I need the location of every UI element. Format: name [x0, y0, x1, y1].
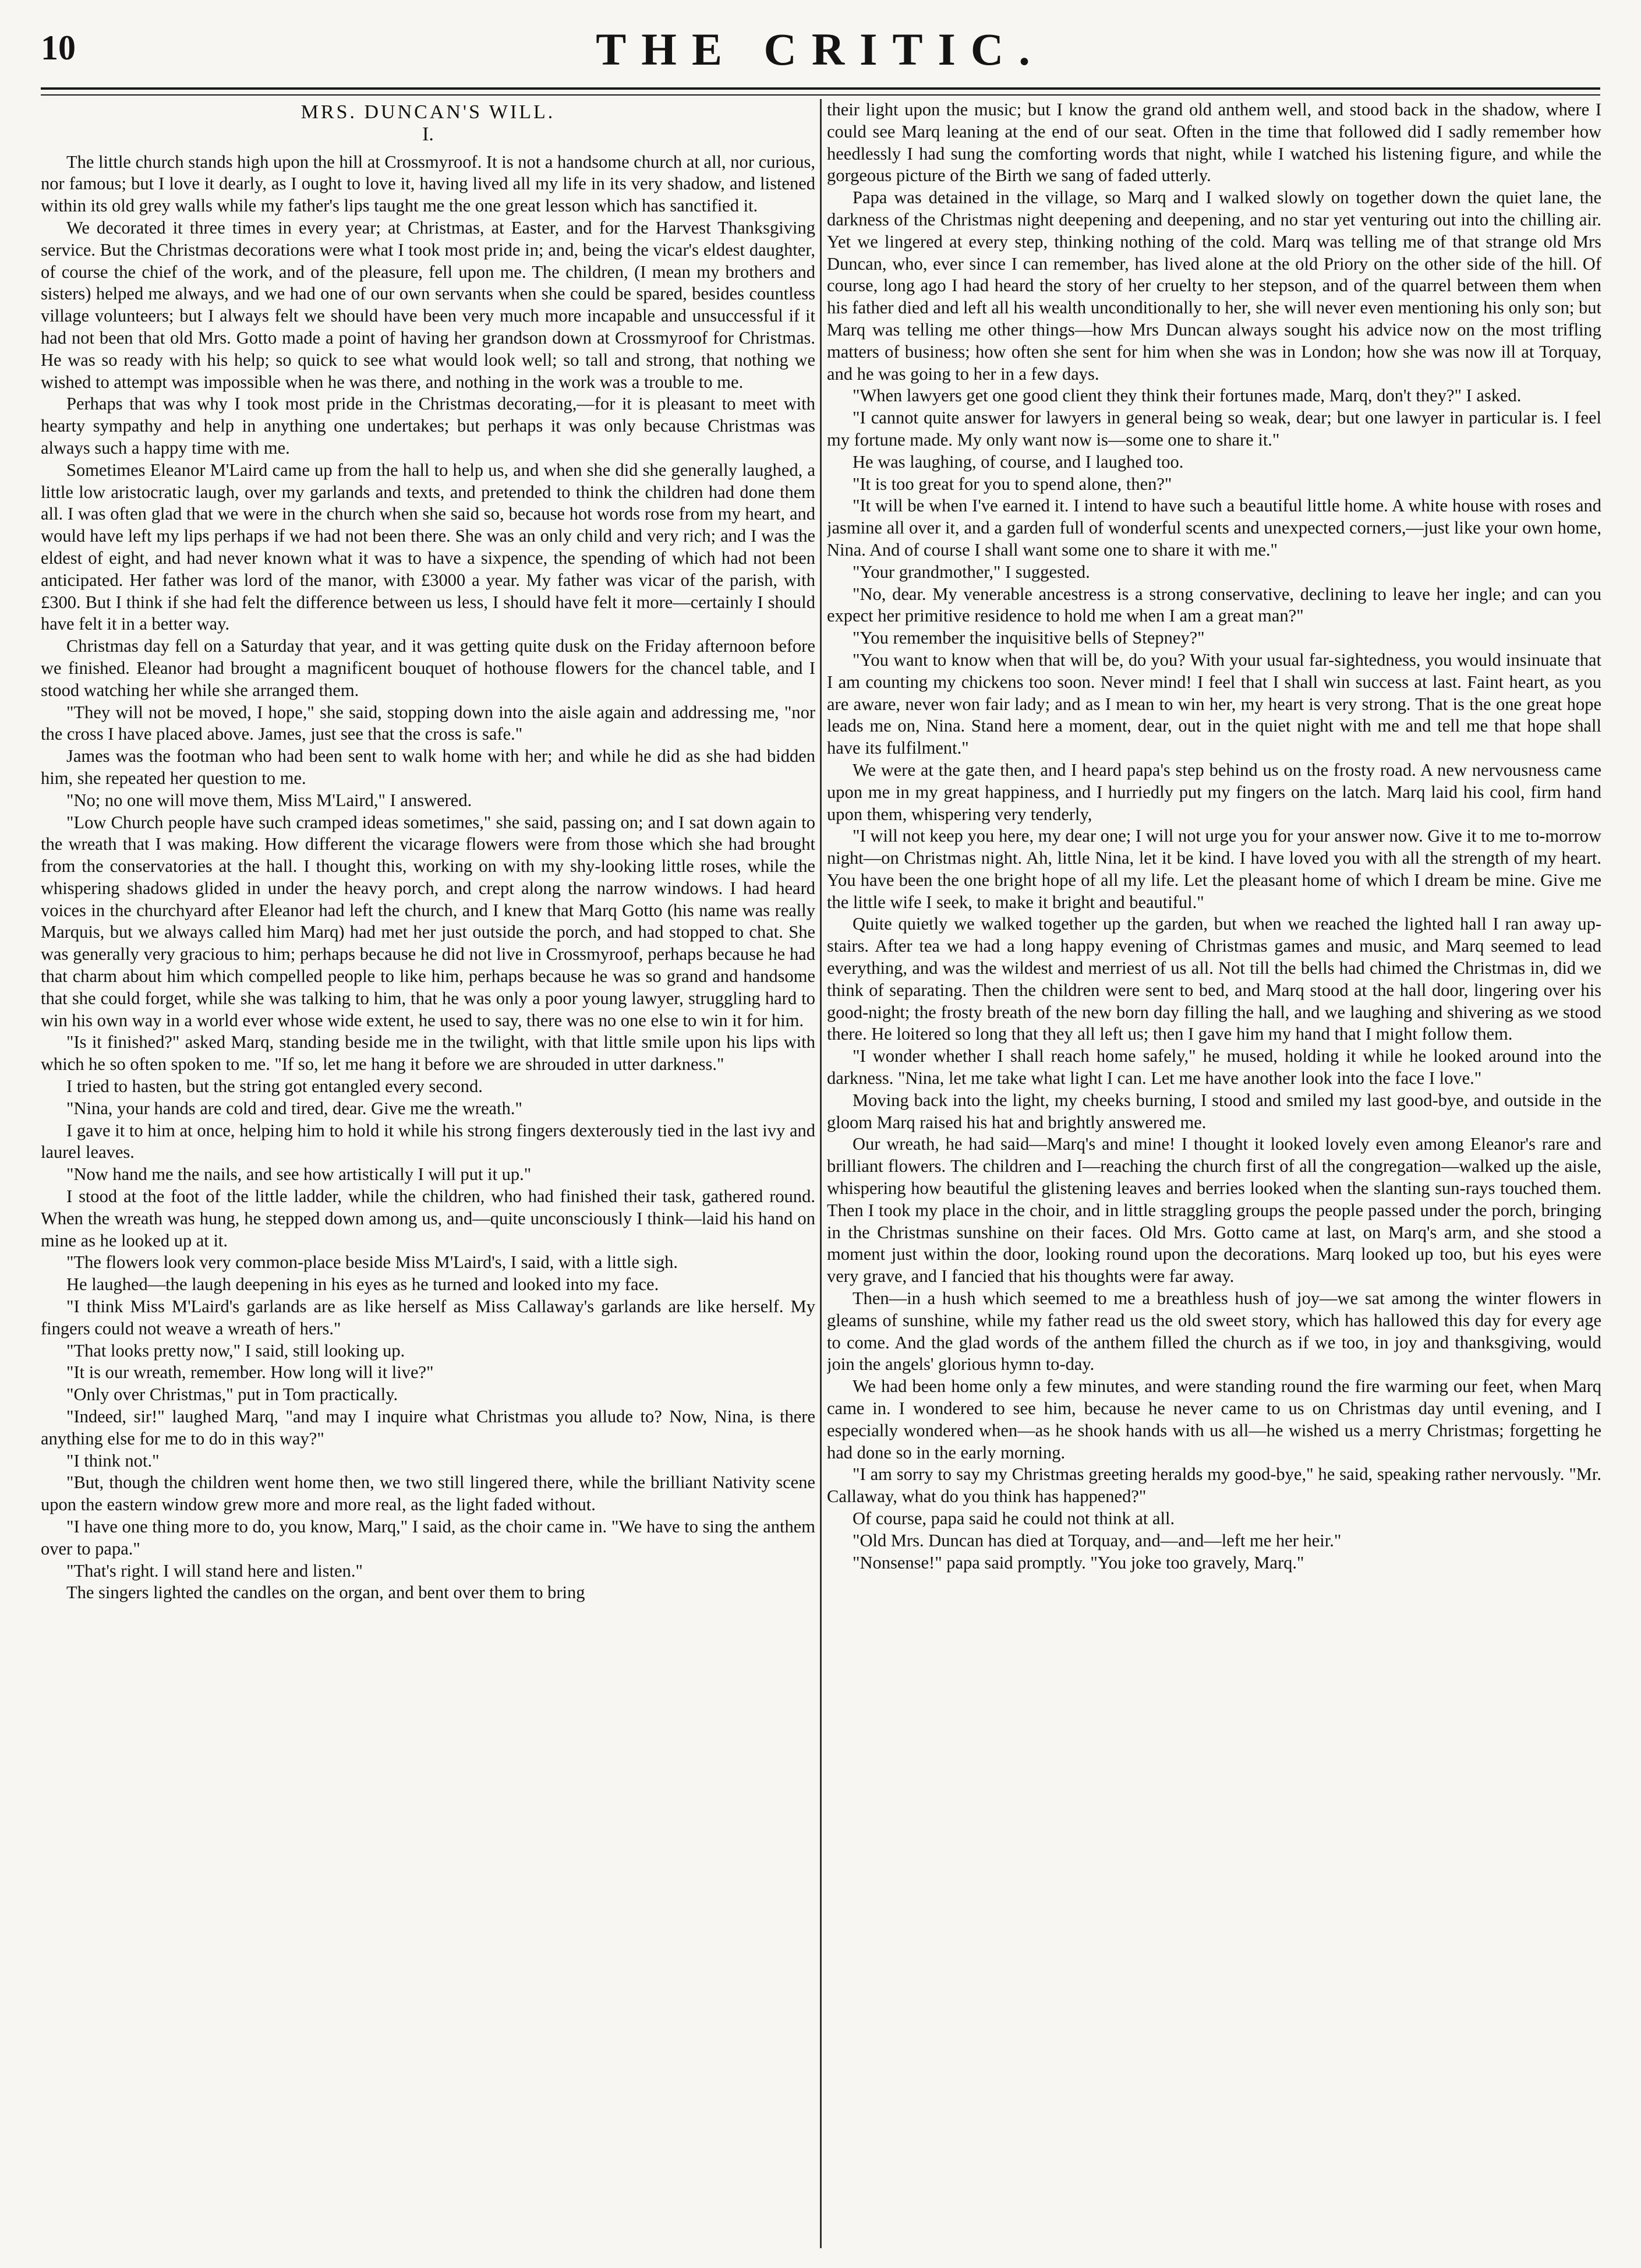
paragraph: Our wreath, he had said—Marq's and mine! I thought it looked lovely even among Eleanor's rare and brilliant flowers. The children and I—reaching the church first of all the congregation—walked up the aisle, whispering how beautiful the glistening leaves and berries looked when the slanting sun-rays touched them. Then I took my place in the choir, and in little straggling groups the people passed under the porch, bringing in the Christmas sunshine on their faces. Old Mrs. Gotto came at last, on Marq's arm, and she stood a moment just within the door, looking round upon the decorations. Marq looked up too, but his eyes were very grave, and I fancied that his thoughts were far away. [827, 1134, 1601, 1287]
paragraph: "Old Mrs. Duncan has died at Torquay, and—and—left me her heir." [853, 1530, 1342, 1550]
paragraph: "That's right. I will stand here and listen." [66, 1560, 363, 1581]
paragraph: "No; no one will move them, Miss M'Laird," I answered. [66, 790, 472, 810]
paragraph: "Your grandmother," I suggested. [853, 561, 1090, 582]
paragraph: their light upon the music; but I know the grand old anthem well, and stood back in the shadow, where I could see Marq leaning at the end of our seat. Often in the time that followed did I sadly remember how heedlessly I had sung the comforting words that night, while I watched his listening figure, and while the gorgeous picture of the Birth we sang of faded utterly. [827, 100, 1601, 186]
paragraph: "That looks pretty now," I said, still looking up. [66, 1340, 405, 1361]
left-column-paragraphs [41, 151, 815, 1605]
right-column [827, 99, 1601, 2248]
paragraph: "I wonder whether I shall reach home safely," he mused, holding it while he looked around into the darkness. "Nina, let me take what light I can. Let me have another look into the face I love." [827, 1046, 1601, 1089]
paragraph: "Now hand me the nails, and see how artistically I will put it up." [66, 1164, 532, 1185]
paragraph: I stood at the foot of the little ladder, while the children, who had finished their task, gathered round. When the wreath was hung, he stepped down among us, and—quite unconsciously I think—laid his hand on mine as he looked up at it. [41, 1186, 815, 1250]
left-column [41, 99, 815, 2248]
paragraph: "It is our wreath, remember. How long will it live?" [66, 1362, 434, 1383]
paragraph: James was the footman who had been sent to walk home with her; and while he did as she had bidden him, she repeated her question to me. [41, 746, 815, 788]
part-number: I. [422, 123, 434, 145]
paragraph: "Is it finished?" asked Marq, standing beside me in the twilight, with that little smile upon his lips with which he so often spoken to me. "If so, let me hang it before we are shrouded in utter darkness." [41, 1032, 815, 1075]
paragraph: Of course, papa said he could not think at all. [853, 1509, 1175, 1528]
paragraph: "I think not." [66, 1450, 160, 1471]
paragraph: "I will not keep you here, my dear one; I will not urge you for your answer now. Give it to me to-morrow night—on Christmas night. Ah, little Nina, let it be kind. I have loved you with all the strength of my heart. You have been the one bright hope of all my life. Let the pleasant home of which I dream be mine. Give me the little wife I seek, to make it bright and beautiful." [827, 826, 1601, 912]
column-divider [820, 99, 822, 2248]
paragraph: "I think Miss M'Laird's garlands are as like herself as Miss Callaway's garlands are like herself. My fingers could not weave a wreath of hers." [41, 1296, 815, 1338]
paragraph: "You remember the inquisitive bells of Stepney?" [853, 628, 1205, 648]
paragraph: "They will not be moved, I hope," she said, stopping down into the aisle again and addressing me, "nor the cross I have placed above. James, just see that the cross is safe." [41, 702, 815, 744]
paragraph: "No, dear. My venerable ancestress is a strong conservative, declining to leave her ingle; and can you expect her primitive residence to hold me when I am a great man?" [827, 584, 1601, 626]
paragraph: "Nina, your hands are cold and tired, dear. Give me the wreath." [66, 1098, 522, 1118]
paragraph: "I have one thing more to do, you know, Marq," I said, as the choir came in. "We have to sing the anthem over to papa." [41, 1517, 815, 1559]
paragraph: I gave it to him at once, helping him to hold it while his strong fingers dexterously tied in the last ivy and laurel leaves. [41, 1120, 815, 1163]
paragraph: "It will be when I've earned it. I intend to have such a beautiful little home. A white house with roses and jasmine all over it, and a garden full of wonderful scents and unexpected corners,—just like your own home, Nina. And of course I shall want some one to share it with me." [827, 496, 1601, 560]
paragraph: "Nonsense!" papa said promptly. "You joke too gravely, Marq." [853, 1552, 1304, 1573]
paragraph: We were at the gate then, and I heard papa's step behind us on the frosty road. A new nervousness came upon me in my great happiness, and I hurriedly put my fingers on the latch. Marq laid his cool, firm hand upon them, whispering very tenderly, [827, 759, 1601, 824]
paragraph: Papa was detained in the village, so Marq and I walked slowly on together down the quiet lane, the darkness of the Christmas night deepening and deepening, and no star yet venturing out into the chilling air. Yet we lingered at every step, thinking nothing of the cold. Marq was telling me of that strange old Mrs Duncan, who, ever since I can remember, has lived alone at the old Priory on the other side of the hill. Of course, long ago I had heard the story of her cruelty to her stepson, and of the quarrel between them when his father died and left all his wealth unconditionally to her, she will never even mentioning his only son; but Marq was telling me other things—how Mrs Duncan always sought his advice now on the most trifling matters of business; how often she sent for him when she was in London; how she was now ill at Torquay, and he was going to her in a few days. [827, 188, 1601, 384]
paragraph: "It is too great for you to spend alone, then?" [853, 474, 1172, 494]
paragraph: "I cannot quite answer for lawyers in general being so weak, dear; but one lawyer in particular is. I feel my fortune made. My only want now is—some one to share it." [827, 408, 1601, 450]
paragraph: "Low Church people have such cramped ideas sometimes," she said, passing on; and I sat down again to the wreath that I was making. How different the vicarage flowers were from those which she had brought from the conservatories at the hall. I thought this, working on with my shy-looking little roses, while the whispering shadows glided in under the heavy porch, and crept along the narrow windows. I had heard voices in the churchyard after Eleanor had left the church, and I knew that Marq Gotto (his name was really Marquis, but we always called him Marq) had met her just outside the porch, and had stopped to chat. She was generally very gracious to him; perhaps because he did not live in Crossmyroof, perhaps because he had that charm about him which compelled people to like him, perhaps because he was so grand and handsome that she could forget, while she was talking to him, that he was only a poor young lawyer, struggling hard to win his own way in a world ever whose wide extent, he used to say, there was no one else to win it for him. [41, 812, 815, 1030]
paragraph: "The flowers look very common-place beside Miss M'Laird's, I said, with a little sigh. [66, 1252, 678, 1273]
paragraph: He was laughing, of course, and I laughed too. [853, 451, 1184, 472]
paragraph: Then—in a hush which seemed to me a breathless hush of joy—we sat among the winter flowers in gleams of sunshine, while my father read us the old sweet story, which has hallowed this day for every age to come. And the glad words of the anthem filled the church as if we too, in joy and thanksgiving, would join the angels' glorious hymn to-day. [827, 1288, 1601, 1375]
masthead-rule [41, 87, 1600, 96]
masthead: THE CRITIC. [596, 24, 1045, 75]
paragraph: He laughed—the laugh deepening in his eyes as he turned and looked into my face. [66, 1274, 659, 1295]
paragraph: "You want to know when that will be, do you? With your usual far-sightedness, you would insinuate that I am counting my chickens too soon. Never mind! I feel that I shall win success at last. Faint heart, as you are aware, never won fair lady; and as I mean to win her, my heart is very strong. That is the one great hope leads me on, Nina. Stand here a moment, dear, out in the quiet night with me and tell me that hope shall have its fulfilment." [827, 649, 1601, 758]
paragraph: Perhaps that was why I took most pride in the Christmas decorating,—for it is pleasant to meet with hearty sympathy and help in anything one undertakes; but perhaps it was only because Christmas was always such a happy time with me. [41, 394, 815, 458]
paragraph: "But, though the children went home then, we two still lingered there, while the brilliant Nativity scene upon the eastern window grew more and more real, as the light faded without. [41, 1472, 815, 1515]
paragraph: Christmas day fell on a Saturday that year, and it was getting quite dusk on the Friday afternoon before we finished. Eleanor had brought a magnificent bouquet of hothouse flowers for the chancel table, and I stood watching her while she arranged them. [41, 636, 815, 700]
paragraph: "When lawyers get one good client they think their fortunes made, Marq, don't they?" I asked. [853, 386, 1522, 406]
paragraph: We had been home only a few minutes, and were standing round the fire warming our feet, when Marq came in. I wondered to see him, because he never came to us on Christmas day until evening, and I especially wondered when—as he shook hands with us all—he wished us a merry Christmas; forgetting he had done so in the early morning. [827, 1376, 1601, 1462]
paragraph: "Indeed, sir!" laughed Marq, "and may I inquire what Christmas you allude to? Now, Nina, is there anything else for me to do in this way?" [41, 1407, 815, 1449]
story-title: MRS. DUNCAN'S WILL. [300, 101, 556, 123]
paragraph: We decorated it three times in every year; at Christmas, at Easter, and for the Harvest Thanksgiving service. But the Christmas decorations were what I took most pride in; and, being the vicar's eldest daughter, of course the chief of the work, and of the pleasure, fell upon me. The children, (I mean my brothers and sisters) helped me always, and we had one of our own servants when she could be spared, besides countless village volunteers; but I always felt we should have been very much more incapable and unsuccessful if it had not been that old Mrs. Gotto made a point of having her grandson down at Crossmyroof for Christmas. He was so ready with his help; so quick to see what would look well; so tall and strong, that nothing we wished to attempt was impossible when he was there, and nothing in the work was a trouble to me. [41, 217, 815, 392]
paragraph: I tried to hasten, but the string got entangled every second. [66, 1076, 483, 1097]
page-number: 10 [41, 29, 76, 67]
paragraph: The little church stands high upon the hill at Crossmyroof. It is not a handsome church at all, nor curious, nor famous; but I love it dearly, as I ought to love it, having lived all my life in its very shadow, and listened within its old grey walls while my father's lips taught me the one great lesson which has sanctified it. [41, 151, 815, 216]
paragraph: Sometimes Eleanor M'Laird came up from the hall to help us, and when she did she generally laughed, a little low aristocratic laugh, over my garlands and texts, and pretended to think the children had done them all. I was often glad that we were in the church when she said so, because hot words rose from my heart, and would have left my lips perhaps if we had not been there. She was an only child and very rich; and I was the eldest of eight, and had never known what it was to have a sixpence, the spending of which had not been anticipated. Her father was lord of the manor, with £3000 a year. My father was vicar of the parish, with £300. But I think if she had felt the difference between us less, I should have felt it more—certainly I should have felt it in a better way. [41, 460, 815, 634]
paragraph: Moving back into the light, my cheeks burning, I stood and smiled my last good-bye, and outside in the gloom Marq raised his hat and brightly answered me. [827, 1090, 1601, 1132]
paragraph: The singers lighted the candles on the organ, and bent over them to bring [66, 1582, 585, 1603]
paragraph: Quite quietly we walked together up the garden, but when we reached the lighted hall I ran away up-stairs. After tea we had a long happy evening of Christmas games and music, and Marq seemed to lead everything, and was the wildest and merriest of us all. Not till the bells had chimed the Christmas in, did we think of separating. Then the children were sent to bed, and Marq stood at the hall door, lingering over his good-night; the frosty breath of the new born day filling the hall, and we laughing and shivering as we stood there. He loitered so long that they all left us; then I gave him my hand that I might follow them. [827, 914, 1601, 1044]
paragraph: "I am sorry to say my Christmas greeting heralds my good-bye," he said, speaking rather nervously. "Mr. Callaway, what do you think has happened?" [827, 1464, 1601, 1507]
paragraph: "Only over Christmas," put in Tom practically. [66, 1384, 398, 1405]
